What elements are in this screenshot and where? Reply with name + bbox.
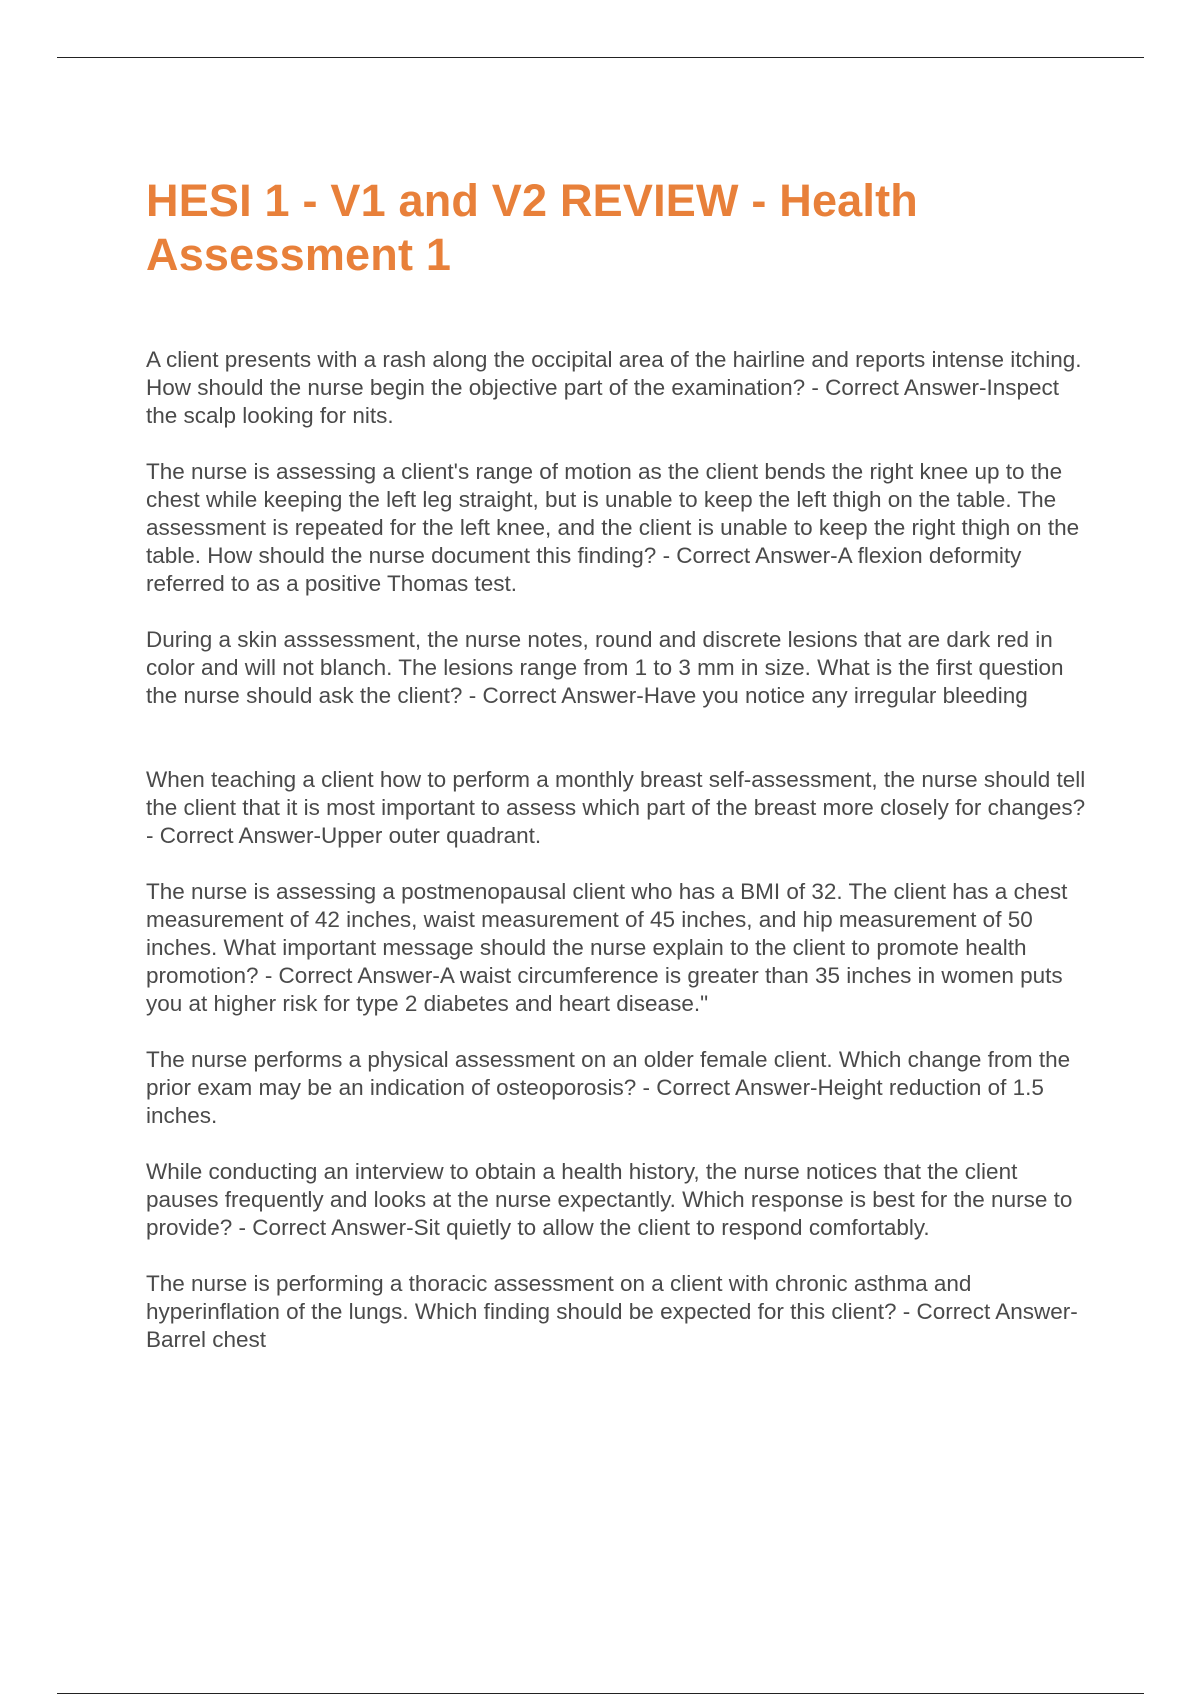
document-title: HESI 1 - V1 and V2 REVIEW - Health Assessment 1 (146, 175, 918, 280)
question-answer-item: A client presents with a rash along the occipital area of the hairline and reports intense itching. How should the nurse begin the objective part of the examination? - Correct Answer-Inspect the scalp looking for nits. (146, 347, 1082, 428)
question-answer-item: The nurse performs a physical assessment on an older female client. Which change from the prior exam may be an indication of osteoporosis? - Correct Answer-Height reduction of 1.5 inches. (146, 1047, 1071, 1128)
question-answer-item: The nurse is assessing a client's range of motion as the client bends the right knee up to the chest while keeping the left leg straight, but is unable to keep the left thigh on the table. The assessment is repeated for the left knee, and the client is unable to keep the right thigh on the table. How should the nurse document this finding? - Correct Answer-A flexion deformity referred to as a positive Thomas test. (146, 459, 1080, 596)
document-body (146, 174, 1096, 1382)
question-answer-item: The nurse is assessing a postmenopausal client who has a BMI of 32. The client has a chest measurement of 42 inches, waist measurement of 45 inches, and hip measurement of 50 inches. What important message should the nurse explain to the client to promote health promotion? - Correct Answer-A waist circumference is greater than 35 inches in women puts you at higher risk for type 2 diabetes and heart disease." (146, 879, 1068, 1016)
question-answer-item: When teaching a client how to perform a monthly breast self-assessment, the nurse should tell the client that it is most important to assess which part of the breast more closely for changes? - Correct Answer-Upper outer quadrant. (146, 767, 1086, 848)
page-top-rule (57, 57, 1144, 58)
question-answer-item: While conducting an interview to obtain a health history, the nurse notices that the client pauses frequently and looks at the nurse expectantly. Which response is best for the nurse to provide? - Correct Answer-Sit quietly to allow the client to respond comfortably. (146, 1159, 1073, 1240)
question-answer-item: During a skin asssessment, the nurse notes, round and discrete lesions that are dark red in color and will not blanch. The lesions range from 1 to 3 mm in size. What is the first question the nurse should ask the client? - Correct Answer-Have you notice any irregular bleeding (146, 627, 1064, 708)
question-list (146, 346, 1096, 1354)
question-answer-item: The nurse is performing a thoracic assessment on a client with chronic asthma and hyperinflation of the lungs. Which finding should be expected for this client? - Correct Answer-Barrel chest (146, 1271, 1078, 1352)
page-bottom-rule (57, 1693, 1144, 1694)
